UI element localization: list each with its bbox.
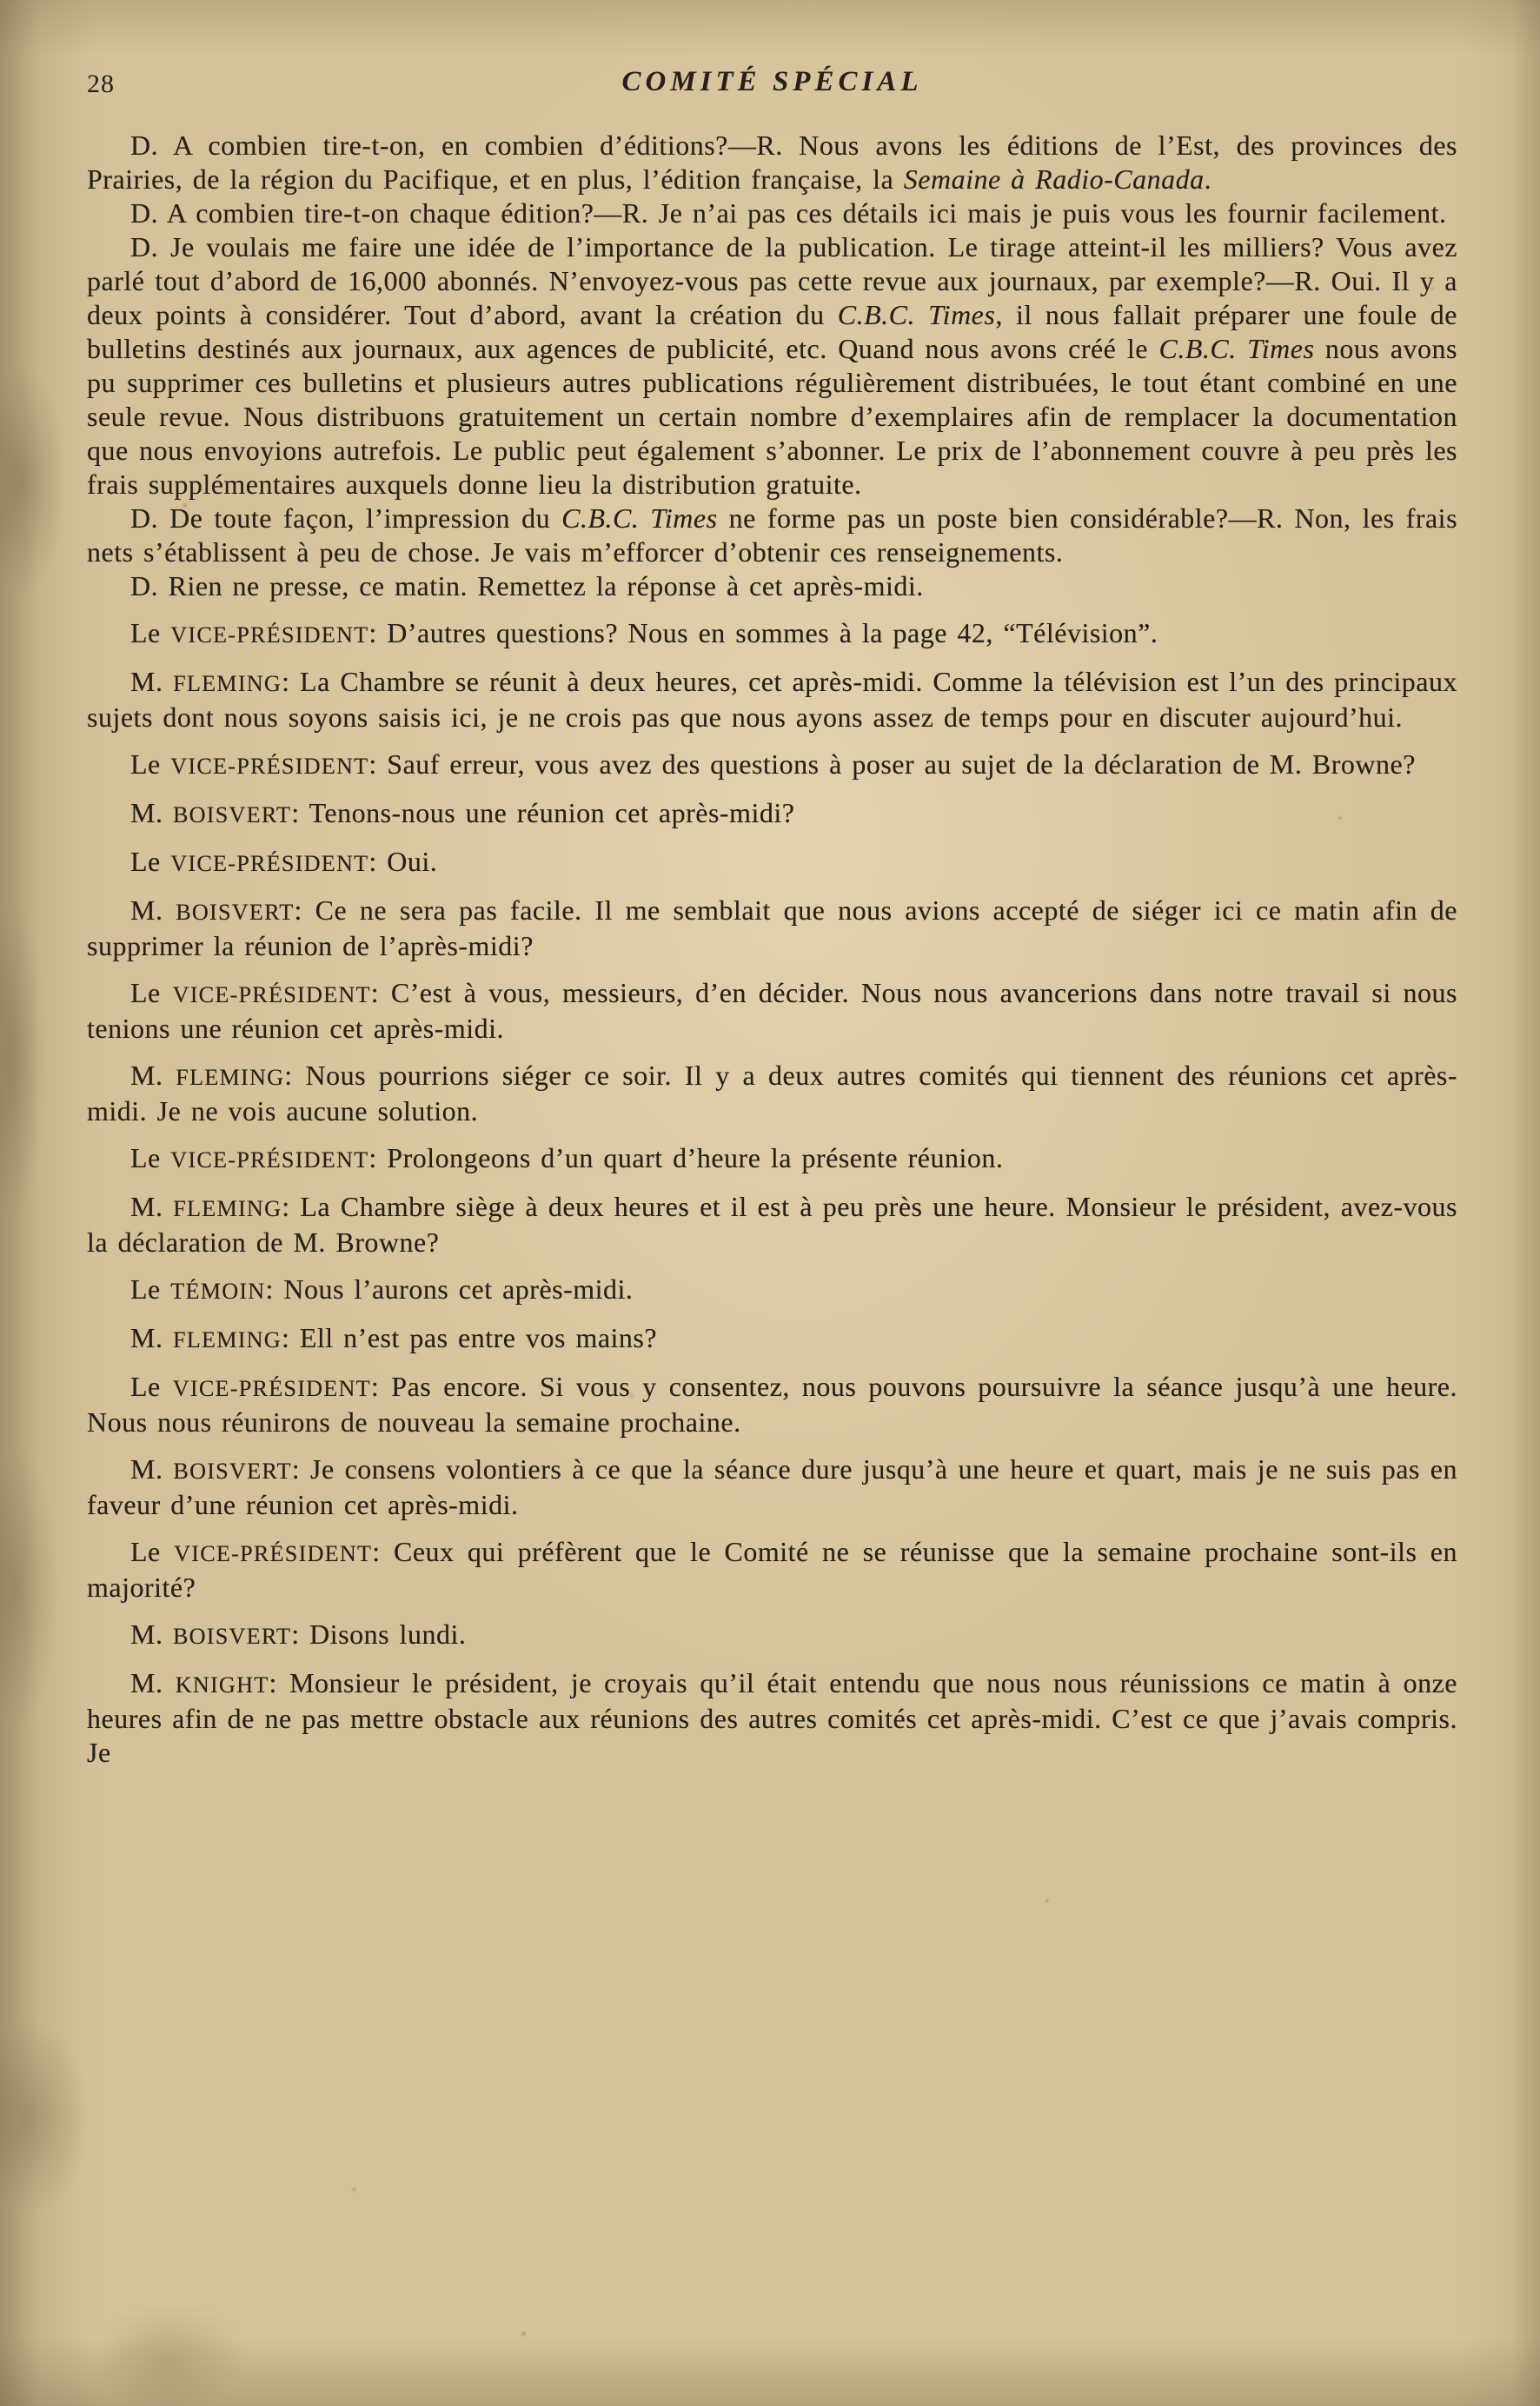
page-number: 28 <box>87 70 115 98</box>
paragraph <box>87 1618 1457 1653</box>
text-run: Le <box>130 1273 171 1305</box>
text-run: BOISVERT <box>176 900 295 925</box>
text-run: D. A combien tire-t-on, en combien d’éditions?—R. Nous avons les éditions de l’Est, des provinces des Prairies, de la région du Pacifique, et en plus, l’édition française, la <box>87 130 1457 195</box>
paragraph <box>87 976 1457 1046</box>
text-run: : Monsieur le président, je croyais qu’il était entendu que nous nous réunissions ce matin à onze heures afin de ne pas mettre obstacle aux réunions des autres comités cet après-midi. C’est ce que j’avais compris. Je <box>87 1667 1458 1768</box>
text-run: : Prolongeons d’un quart d’heure la présente réunion. <box>368 1142 1004 1173</box>
paragraph <box>87 196 1457 230</box>
text-run: M. <box>130 1060 176 1091</box>
paragraph <box>87 748 1457 783</box>
text-block <box>87 129 1457 1770</box>
text-run: D. A combien tire-t-on chaque édition?—R. Je n’ai pas ces détails ici mais je puis vous les fournir facilement. <box>130 197 1447 229</box>
paragraph <box>87 230 1457 502</box>
paragraph <box>87 1370 1457 1439</box>
text-run: : Sauf erreur, vous avez des questions à poser au sujet de la déclaration de M. Browne? <box>368 748 1416 780</box>
paragraph <box>87 616 1457 652</box>
text-run: M. <box>130 1191 174 1222</box>
text-run: : C’est à vous, messieurs, d’en décider. Nous nous avancerions dans notre travail si nous tenions une réunion cet après-midi. <box>87 977 1458 1044</box>
text-run: D. De toute façon, l’impression du <box>130 502 562 534</box>
paragraph <box>87 845 1457 881</box>
text-run: VICE-PRÉSIDENT <box>170 1147 369 1173</box>
text-run: Le <box>130 748 171 780</box>
text-run: TÉMOIN <box>170 1279 266 1304</box>
text-run: C.B.C. Times <box>1158 333 1315 364</box>
paragraph <box>87 1452 1457 1522</box>
text-run: VICE-PRÉSIDENT <box>174 1541 373 1566</box>
page-title: COMITÉ SPÉCIAL <box>621 66 923 97</box>
text-run: VICE-PRÉSIDENT <box>170 851 369 876</box>
paragraph <box>87 1059 1457 1128</box>
paragraph <box>87 1666 1457 1770</box>
text-run: C.B.C. Times <box>561 502 718 534</box>
paragraph <box>87 1141 1457 1177</box>
text-run: M. <box>130 1618 173 1650</box>
text-run: : Oui. <box>368 846 438 877</box>
paragraph <box>87 894 1457 963</box>
text-run: ne forme pas un poste bien considérable?—R. Non, les frais nets s’établissent à peu de chose. Je vais m’efforcer d’obtenir ces renseignements. <box>87 502 1458 568</box>
text-run: nous avons pu supprimer ces bulletins et plusieurs autres publications régulièrement distribuées, le tout étant combiné en une seule revue. Nous distribuons gratuitement un certain nombre d’exemplaires afin de remplacer la documentation que nous envoyions autrefois. Le public peut également s’abonner. Le prix de l’abonnement couvre à peu près les frais supplémentaires auxquels donne lieu la distribution gratuite. <box>87 333 1458 500</box>
text-run: : Tenons-nous une réunion cet après-midi? <box>291 797 795 828</box>
text-run: M. <box>130 1667 176 1698</box>
text-run: Le <box>130 1536 175 1567</box>
text-run: . <box>1204 163 1212 195</box>
paragraph <box>87 1190 1457 1259</box>
text-run: : Je consens volontiers à ce que la séance dure jusqu’à une heure et quart, mais je ne suis pas en faveur d’une réunion cet après-midi. <box>87 1453 1458 1520</box>
text-run: BOISVERT <box>173 1459 292 1484</box>
text-run: BOISVERT <box>172 802 292 827</box>
text-run: : Ceux qui préfèrent que le Comité ne se réunisse que la semaine prochaine sont-ils en majorité? <box>87 1536 1458 1603</box>
text-run: : Nous l’aurons cet après-midi. <box>265 1273 634 1305</box>
text-run: M. <box>130 797 173 828</box>
paragraph <box>87 1321 1457 1357</box>
text-run: : La Chambre se réunit à deux heures, cet après-midi. Comme la télévision est l’un des principaux sujets dont nous soyons saisis ici, je ne crois pas que nous ayons assez de temps pour en discuter aujourd’hui. <box>87 666 1458 733</box>
text-run: : Ce ne sera pas facile. Il me semblait que nous avions accepté de siéger ici ce matin afin de supprimer la réunion de l’après-midi? <box>87 894 1458 961</box>
paragraph <box>87 796 1457 832</box>
paragraph <box>87 569 1457 603</box>
text-run: : Nous pourrions siéger ce soir. Il y a deux autres comités qui tiennent des réunions cet après-midi. Je ne vois aucune solution. <box>87 1060 1458 1127</box>
text-run: M. <box>130 666 174 697</box>
text-run: D. Je voulais me faire une idée de l’importance de la publication. Le tirage atteint-il les milliers? Vous avez parlé tout d’abord de 16,000 abonnés. N’envoyez-vous pas cette revue aux journaux, par exemple?—R. Oui. Il y a deux points à considérer. Tout d’abord, avant la création du <box>87 231 1457 330</box>
text-run: VICE-PRÉSIDENT <box>170 754 369 779</box>
paragraph <box>87 129 1457 196</box>
text-run: VICE-PRÉSIDENT <box>170 622 369 648</box>
text-run: Le <box>130 977 173 1008</box>
text-run: : La Chambre siège à deux heures et il est à peu près une heure. Monsieur le président, avez-vous la déclaration de M. Browne? <box>87 1191 1458 1258</box>
page-header <box>87 66 1457 108</box>
text-run: M. <box>130 894 176 926</box>
text-run: Le <box>130 846 171 877</box>
text-run: Le <box>130 1142 171 1173</box>
text-run: VICE-PRÉSIDENT <box>172 982 371 1007</box>
paragraph <box>87 1535 1457 1605</box>
text-run: Semaine à Radio-Canada <box>903 163 1205 195</box>
text-run: : Ell n’est pas entre vos mains? <box>281 1322 658 1353</box>
text-run: VICE-PRÉSIDENT <box>172 1376 371 1401</box>
paragraph <box>87 1273 1457 1308</box>
text-run: C.B.C. Times <box>837 299 996 330</box>
text-run: Le <box>130 1371 173 1402</box>
text-run: Le <box>130 617 171 648</box>
text-run: : Pas encore. Si vous y consentez, nous pouvons poursuivre la séance jusqu’à une heure. Nous nous réunirons de nouveau la semaine prochaine. <box>87 1371 1458 1438</box>
paragraph <box>87 502 1457 569</box>
text-run: : Disons lundi. <box>291 1618 467 1650</box>
text-run: FLEMING <box>173 671 282 696</box>
text-run: FLEMING <box>176 1065 285 1090</box>
text-run: : D’autres questions? Nous en sommes à la page 42, “Télévision”. <box>368 617 1158 648</box>
text-run: KNIGHT <box>175 1672 269 1698</box>
text-run: BOISVERT <box>172 1624 292 1649</box>
text-run: M. <box>130 1322 173 1353</box>
paragraph <box>87 665 1457 734</box>
text-run: M. <box>130 1453 174 1485</box>
text-run: FLEMING <box>172 1327 282 1353</box>
text-run: FLEMING <box>173 1196 282 1221</box>
text-run: , il nous fallait préparer une foule de bulletins destinés aux journaux, aux agences de publicité, etc. Quand nous avons créé le <box>87 299 1458 364</box>
text-run: D. Rien ne presse, ce matin. Remettez la réponse à cet après-midi. <box>130 570 924 602</box>
